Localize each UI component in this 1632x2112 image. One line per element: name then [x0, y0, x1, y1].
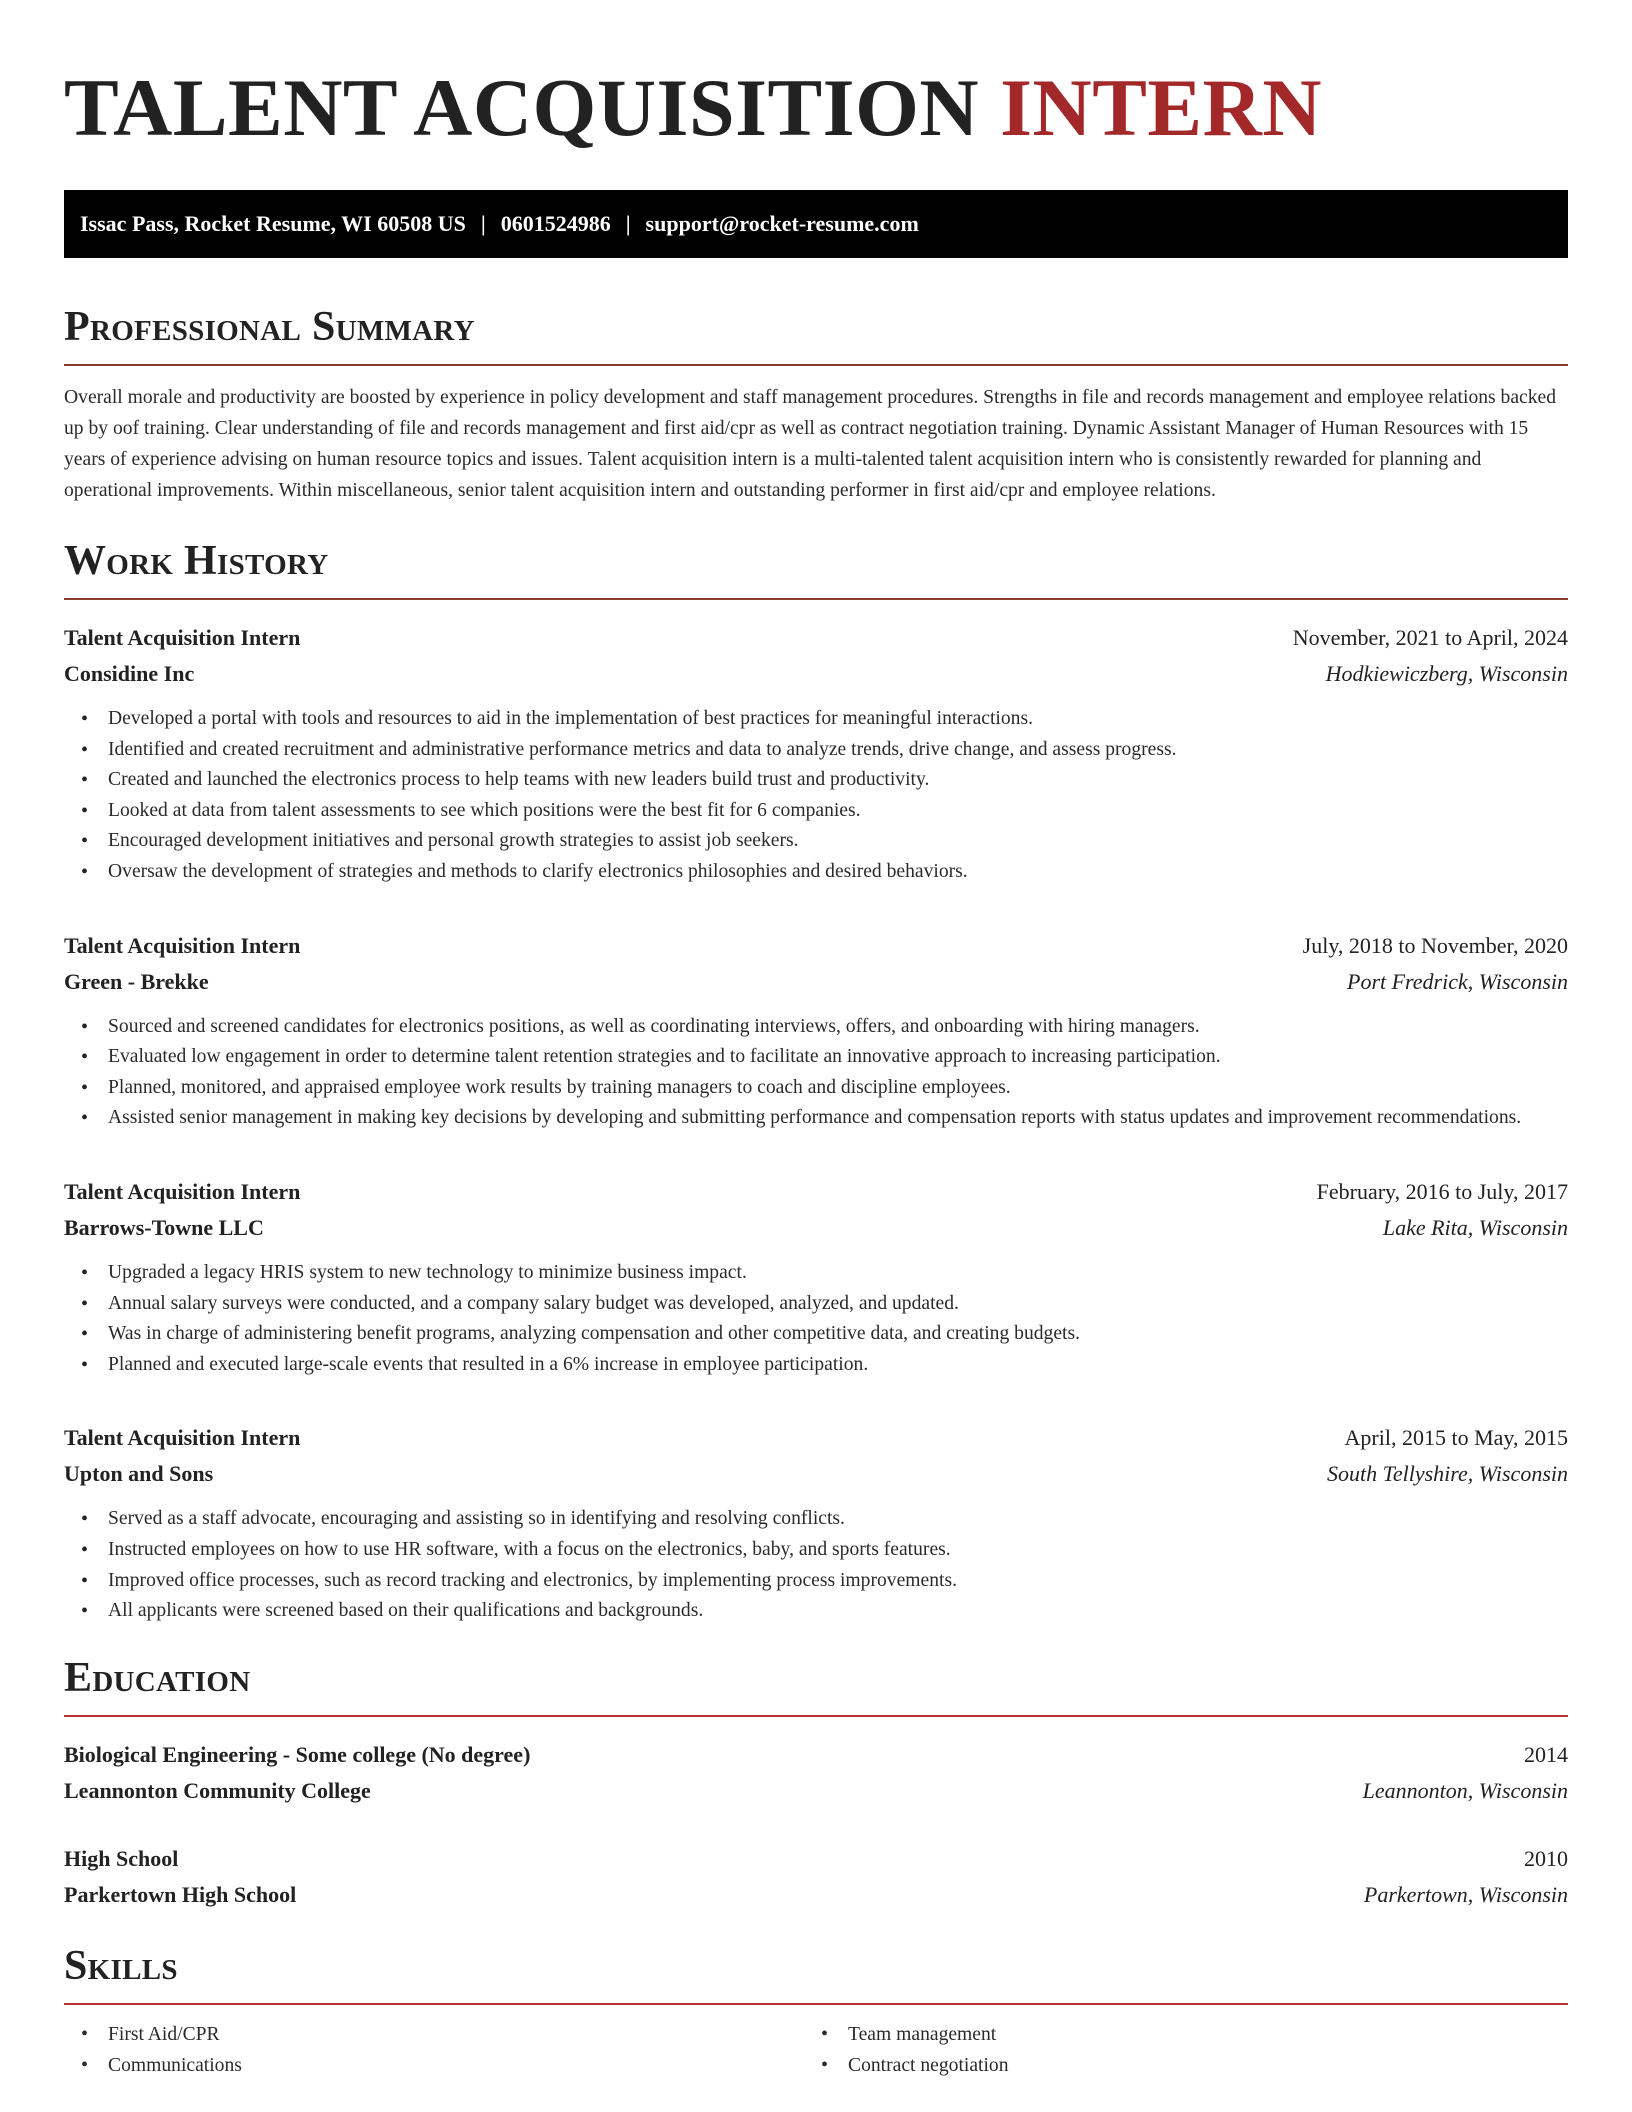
section-heading: Skills [64, 1942, 178, 1989]
education-year: 2014 [1524, 1741, 1568, 1767]
job-bullet: • Planned, monitored, and appraised employee work results by training managers to coach and discipline employees. [64, 1073, 1568, 1104]
job-company: Considine Inc [64, 661, 195, 686]
professional-summary-section [64, 302, 1568, 506]
job-company: Upton and Sons [64, 1461, 214, 1487]
section-heading: Education [64, 1654, 251, 1701]
job-location: Lake Rita, Wisconsin [1382, 1214, 1568, 1240]
job-bullet: • Planned and executed large-scale events that resulted in a 6% increase in employee participation. [64, 1350, 1568, 1381]
skills-column-right [804, 2019, 1544, 2081]
section-divider [64, 2003, 1568, 2005]
job-bullets [64, 1012, 1568, 1134]
job-bullet: • Upgraded a legacy HRIS system to new technology to minimize business impact. [64, 1258, 1568, 1289]
job-title: Talent Acquisition Intern [64, 932, 301, 958]
education-header-row [64, 1737, 1568, 1773]
skills-grid [64, 2019, 1568, 2081]
job-header-row [64, 1420, 1568, 1456]
job-header-row [64, 620, 1568, 656]
job-bullet: • Developed a portal with tools and resources to aid in the implementation of best practices for meaningful interactions. [64, 704, 1568, 735]
job-company-row [64, 1210, 1568, 1246]
job-bullet: • Evaluated low engagement in order to determine talent retention strategies and to facilitate an innovative approach to increasing participation. [64, 1042, 1568, 1073]
summary-text: Overall morale and productivity are boosted by experience in policy development and staff management procedures. Strengths in file and records management and employee relations backed up by oof training. Clear understanding of file and records management and first aid/cpr as well as contract negotiation training. Dynamic Assistant Manager of Human Resources with 15 years of experience advising on human resource topics and issues. Talent acquisition intern is a multi-talented talent acquisition intern who is consistently rewarded for planning and operational improvements. Within miscellaneous, senior talent acquisition intern and outstanding performer in first aid/cpr and employee relations. [64, 387, 1557, 501]
skill-item: • Team management [804, 2019, 1544, 2050]
job-title: Talent Acquisition Intern [64, 1178, 301, 1204]
skills-column-left [64, 2019, 804, 2081]
skill-item: • Contract negotiation [804, 2050, 1544, 2081]
skill-item: • First Aid/CPR [64, 2019, 804, 2050]
resume-title [64, 60, 1568, 156]
contact-address: Issac Pass, Rocket Resume, WI 60508 US [80, 211, 466, 236]
education-header-row [64, 1841, 1568, 1877]
title-main: TALENT ACQUISITION [64, 62, 980, 153]
job-location: Hodkiewiczberg, Wisconsin [1325, 661, 1568, 686]
job-bullets [64, 1258, 1568, 1380]
contact-separator: | [480, 211, 486, 236]
section-heading: Work History [64, 538, 329, 584]
job-dates: November, 2021 to April, 2024 [1292, 625, 1568, 650]
education-list [64, 1737, 1568, 1913]
education-degree: Biological Engineering - Some college (No degree) [64, 1741, 531, 1767]
job-bullet: • Improved office processes, such as record tracking and electronics, by implementing process improvements. [64, 1566, 1568, 1597]
education-location: Leannonton, Wisconsin [1362, 1777, 1568, 1803]
job-company-row [64, 964, 1568, 1000]
education-entry [64, 1841, 1568, 1913]
skills-section [64, 1941, 1568, 2081]
job-entry [64, 1174, 1568, 1380]
job-entry [64, 928, 1568, 1134]
job-entry [64, 1420, 1568, 1626]
contact-bar [64, 190, 1568, 258]
education-school-row [64, 1773, 1568, 1809]
section-divider [64, 598, 1568, 600]
education-degree: High School [64, 1845, 179, 1871]
job-bullet: • Identified and created recruitment and administrative performance metrics and data to analyze trends, drive change, and assess progress. [64, 735, 1568, 766]
job-bullets [64, 1504, 1568, 1626]
job-header-row [64, 1174, 1568, 1210]
job-list [64, 620, 1568, 1627]
contact-phone: 0601524986 [500, 211, 611, 236]
skill-item: • Communications [64, 2050, 804, 2081]
education-entry [64, 1737, 1568, 1809]
work-history-section [64, 536, 1568, 1627]
job-location: Port Fredrick, Wisconsin [1347, 968, 1568, 994]
job-company: Barrows-Towne LLC [64, 1214, 264, 1240]
job-bullet: • Oversaw the development of strategies and methods to clarify electronics philosophies and desired behaviors. [64, 857, 1568, 888]
job-dates: February, 2016 to July, 2017 [1316, 1178, 1568, 1204]
job-bullet: • Created and launched the electronics process to help teams with new leaders build trust and productivity. [64, 765, 1568, 796]
education-school-row [64, 1877, 1568, 1913]
contact-separator: | [625, 211, 631, 236]
job-dates: April, 2015 to May, 2015 [1344, 1425, 1568, 1451]
job-header-row [64, 928, 1568, 964]
education-school: Parkertown High School [64, 1881, 297, 1907]
job-bullet: • Sourced and screened candidates for electronics positions, as well as coordinating interviews, offers, and onboarding with hiring managers. [64, 1012, 1568, 1043]
job-bullet: • Annual salary surveys were conducted, and a company salary budget was developed, analyzed, and updated. [64, 1289, 1568, 1320]
job-bullet: • All applicants were screened based on their qualifications and backgrounds. [64, 1596, 1568, 1627]
job-bullet: • Instructed employees on how to use HR software, with a focus on the electronics, baby, and sports features. [64, 1535, 1568, 1566]
job-entry [64, 620, 1568, 888]
job-bullet: • Encouraged development initiatives and personal growth strategies to assist job seekers. [64, 826, 1568, 857]
job-company-row [64, 656, 1568, 692]
job-company: Green - Brekke [64, 968, 209, 994]
education-year: 2010 [1524, 1845, 1568, 1871]
education-location: Parkertown, Wisconsin [1363, 1881, 1568, 1907]
title-accent: INTERN [1000, 62, 1323, 153]
job-bullet: • Assisted senior management in making key decisions by developing and submitting performance and compensation reports with status updates and improvement recommendations. [64, 1103, 1568, 1134]
job-title: Talent Acquisition Intern [64, 625, 301, 650]
section-divider [64, 364, 1568, 366]
job-location: South Tellyshire, Wisconsin [1327, 1461, 1568, 1487]
section-divider [64, 1715, 1568, 1717]
job-title: Talent Acquisition Intern [64, 1425, 301, 1451]
contact-email: support@rocket-resume.com [645, 211, 919, 236]
job-bullet: • Looked at data from talent assessments to see which positions were the best fit for 6 companies. [64, 796, 1568, 827]
job-dates: July, 2018 to November, 2020 [1302, 932, 1568, 958]
section-heading: Professional Summary [64, 304, 475, 350]
education-section [64, 1653, 1568, 1913]
job-bullet: • Was in charge of administering benefit programs, analyzing compensation and other competitive data, and creating budgets. [64, 1319, 1568, 1350]
education-school: Leannonton Community College [64, 1777, 371, 1803]
job-bullet: • Served as a staff advocate, encouraging and assisting so in identifying and resolving conflicts. [64, 1504, 1568, 1535]
job-company-row [64, 1456, 1568, 1492]
job-bullets [64, 704, 1568, 888]
